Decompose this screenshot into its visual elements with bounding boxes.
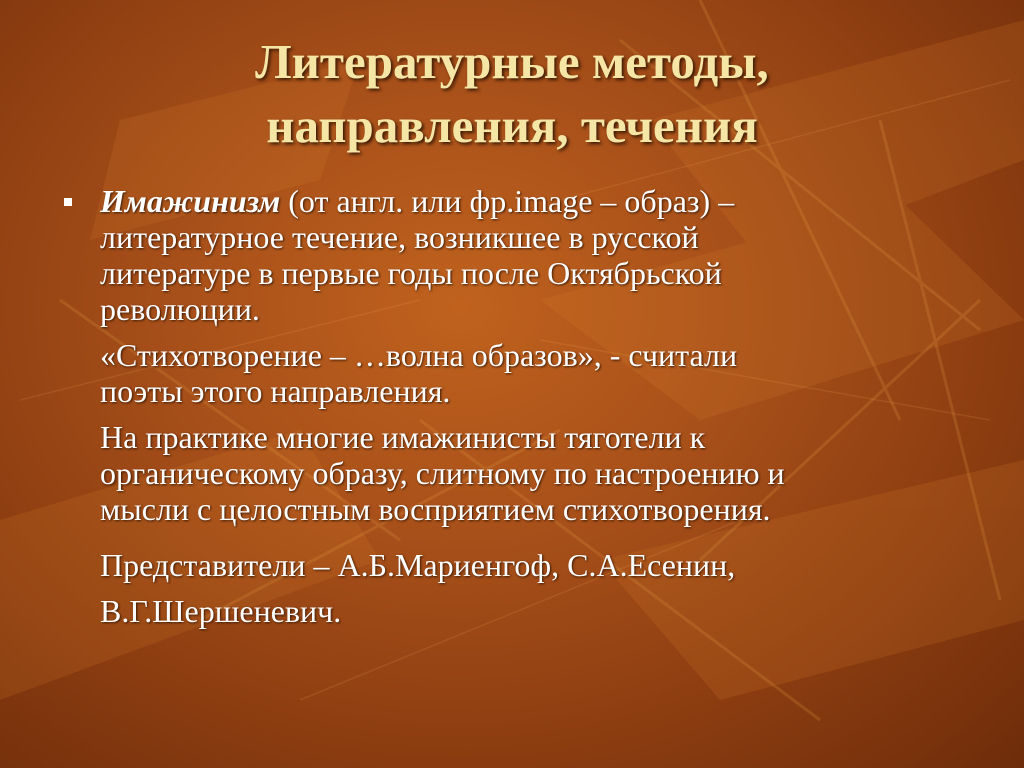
definition-line-4: революции. xyxy=(100,291,260,327)
representatives-line-1: Представители – А.Б.Мариенгоф, С.А.Есенин, xyxy=(100,547,736,583)
paragraph-quote xyxy=(100,337,980,409)
paragraph-representatives xyxy=(100,547,980,583)
paragraph-definition xyxy=(100,183,980,327)
title-line-1: Литературные методы, xyxy=(255,34,769,89)
representatives-line-2: В.Г.Шершеневич. xyxy=(100,593,342,629)
paragraph-representatives-cont xyxy=(100,593,980,629)
quote-line-1: «Стихотворение – …волна образов», - считали xyxy=(100,337,738,373)
slide-body xyxy=(100,183,980,629)
term-imaginism: Имажинизм xyxy=(100,183,281,219)
practice-line-3: мысли с целостным восприятием стихотворения. xyxy=(100,491,771,527)
quote-line-2: поэты этого направления. xyxy=(100,373,451,409)
bullet-square-icon xyxy=(64,198,72,206)
definition-etymology: (от англ. или фр.image – образ) – xyxy=(280,183,735,219)
slide-title xyxy=(0,30,1024,158)
definition-line-2: литературное течение, возникшее в русской xyxy=(100,219,699,255)
paragraph-practice xyxy=(100,419,980,527)
definition-line-1 xyxy=(100,183,980,219)
title-line-2: направления, течения xyxy=(266,98,758,153)
practice-line-2: органическому образу, слитному по настроению и xyxy=(100,455,785,491)
definition-line-3: литературе в первые годы после Октябрьской xyxy=(100,255,722,291)
practice-line-1: На практике многие имажинисты тяготели к xyxy=(100,419,706,455)
